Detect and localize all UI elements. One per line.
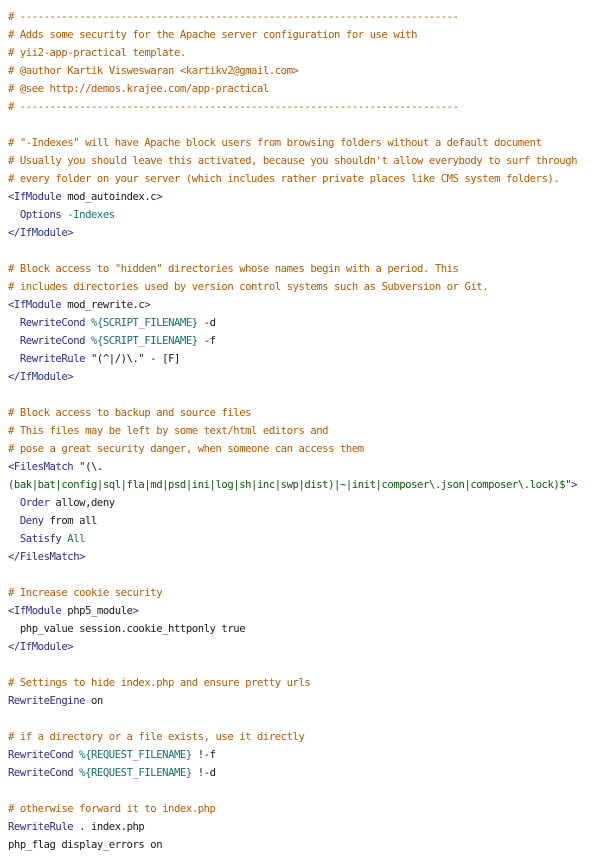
blank-line (8, 566, 600, 584)
code-token-tag: <IfModule (8, 299, 62, 311)
code-line (8, 728, 600, 746)
blank-line (8, 116, 600, 134)
blank-line (8, 782, 600, 800)
code-line (8, 260, 600, 278)
code-token-comment: # -------------------------------------------------------------------------- (8, 11, 459, 23)
code-token-kw: RewriteRule (19, 353, 86, 365)
code-token-kw: Satisfy (19, 533, 62, 545)
code-line (8, 620, 600, 638)
code-line (8, 818, 600, 836)
code-line (8, 368, 600, 386)
code-line (8, 476, 600, 494)
code-line (8, 800, 600, 818)
code-token-comment: # if a directory or a file exists, use it directly (8, 731, 305, 743)
code-token-comment: # @see http://demos.krajee.com/app-practical (8, 83, 269, 95)
code-token-comment: # This files may be left by some text/html editors and (8, 425, 329, 437)
code-token-plain: !-f (191, 749, 216, 761)
code-token-comment: # yii2-app-practical template. (8, 47, 186, 59)
code-token-tag: > (156, 191, 163, 203)
code-token-plain: on (85, 695, 103, 707)
code-token-comment: # pose a great security danger, when someone can access them (8, 443, 364, 455)
code-token-comment: # includes directories used by version control systems such as Subversion or Git. (8, 281, 489, 293)
code-token-plain (8, 353, 20, 365)
code-line (8, 80, 600, 98)
code-line (8, 548, 600, 566)
code-token-str: (bak|bat|config|sql|fla|md|psd|ini|log|sh|inc|swp|dist)|~|init|composer\.json|composer\.lock)$" (8, 479, 572, 491)
blank-line (8, 386, 600, 404)
code-line (8, 134, 600, 152)
code-token-comment: # every folder on your server (which includes rather private places like CMS system folders). (8, 173, 560, 185)
code-token-plain: "(\. (73, 461, 103, 473)
code-line (8, 836, 600, 854)
code-token-plain: -f (197, 335, 216, 347)
code-line (8, 296, 600, 314)
code-line (8, 224, 600, 242)
code-token-comment: # Block access to backup and source files (8, 407, 252, 419)
code-token-var: %{REQUEST_FILENAME} (79, 749, 192, 761)
code-token-kw: RewriteEngine (8, 695, 86, 707)
code-token-kw: RewriteRule (8, 821, 74, 833)
code-token-comment: # Block access to "hidden" directories whose names begin with a period. This (8, 263, 459, 275)
code-token-tag: </IfModule> (8, 641, 74, 653)
code-line (8, 746, 600, 764)
code-line (8, 206, 600, 224)
code-token-tag: </IfModule> (8, 227, 74, 239)
code-token-tag: <FilesMatch (8, 461, 74, 473)
code-token-tag: </IfModule> (8, 371, 74, 383)
code-line (8, 98, 600, 116)
code-token-tag: <IfModule (8, 605, 62, 617)
code-token-plain: php_value session.cookie_httponly true (8, 623, 246, 635)
code-token-tag: > (132, 605, 139, 617)
blank-line (8, 656, 600, 674)
code-token-comment: # -------------------------------------------------------------------------- (8, 101, 459, 113)
code-token-plain (8, 515, 20, 527)
code-token-tag: > (144, 299, 151, 311)
code-token-var: All (67, 533, 86, 545)
code-line (8, 404, 600, 422)
code-line (8, 314, 600, 332)
code-line (8, 602, 600, 620)
code-token-plain (8, 497, 20, 509)
code-token-plain: php5_module (61, 605, 133, 617)
code-token-plain: !-d (191, 767, 216, 779)
code-token-comment: # Adds some security for the Apache server configuration for use with (8, 29, 418, 41)
code-token-plain: allow,deny (49, 497, 115, 509)
code-line (8, 458, 600, 476)
code-token-tag: <IfModule (8, 191, 62, 203)
code-token-kw: Deny (19, 515, 44, 527)
code-line (8, 26, 600, 44)
code-line (8, 62, 600, 80)
code-token-plain: "(^|/)\." - [F] (85, 353, 180, 365)
code-line (8, 674, 600, 692)
code-line (8, 530, 600, 548)
blank-line (8, 710, 600, 728)
code-token-tag: </FilesMatch> (8, 551, 86, 563)
code-token-plain (8, 209, 20, 221)
code-line (8, 188, 600, 206)
code-token-plain: mod_autoindex.c (61, 191, 157, 203)
code-line (8, 422, 600, 440)
code-token-plain: -d (197, 317, 216, 329)
code-line (8, 44, 600, 62)
code-token-plain: . index.php (73, 821, 145, 833)
code-token-comment: # @author Kartik Visweswaran <kartikv2@gmail.com> (8, 65, 299, 77)
code-token-comment: # "-Indexes" will have Apache block users from browsing folders without a default document (8, 137, 542, 149)
code-token-plain: from all (43, 515, 97, 527)
code-token-comment: # Increase cookie security (8, 587, 163, 599)
code-token-plain (8, 317, 20, 329)
code-token-var: %{SCRIPT_FILENAME} (91, 335, 198, 347)
code-token-plain: mod_rewrite.c (61, 299, 145, 311)
code-line (8, 584, 600, 602)
blank-line (8, 242, 600, 260)
code-token-comment: # otherwise forward it to index.php (8, 803, 216, 815)
code-token-kw: RewriteCond (8, 749, 74, 761)
code-token-comment: # Usually you should leave this activated, because you shouldn't allow everybody to surf through (8, 155, 578, 167)
code-line (8, 440, 600, 458)
code-token-kw: RewriteCond (19, 335, 86, 347)
code-token-plain (8, 533, 20, 545)
code-line (8, 8, 600, 26)
code-line (8, 332, 600, 350)
code-line (8, 278, 600, 296)
code-line (8, 512, 600, 530)
code-line (8, 170, 600, 188)
code-line (8, 350, 600, 368)
code-line (8, 692, 600, 710)
code-token-kw: RewriteCond (8, 767, 74, 779)
code-token-kw: Order (19, 497, 50, 509)
code-token-kw: Options (19, 209, 62, 221)
code-token-comment: # Settings to hide index.php and ensure pretty urls (8, 677, 311, 689)
code-line (8, 152, 600, 170)
code-token-plain: php_flag display_errors on (8, 839, 163, 851)
code-token-var: -Indexes (67, 209, 115, 221)
code-token-plain (8, 335, 20, 347)
code-token-var: %{SCRIPT_FILENAME} (91, 317, 198, 329)
code-line (8, 494, 600, 512)
code-line (8, 638, 600, 656)
code-line (8, 764, 600, 782)
code-token-var: %{REQUEST_FILENAME} (79, 767, 192, 779)
code-token-tag: > (571, 479, 578, 491)
code-token-kw: RewriteCond (19, 317, 86, 329)
